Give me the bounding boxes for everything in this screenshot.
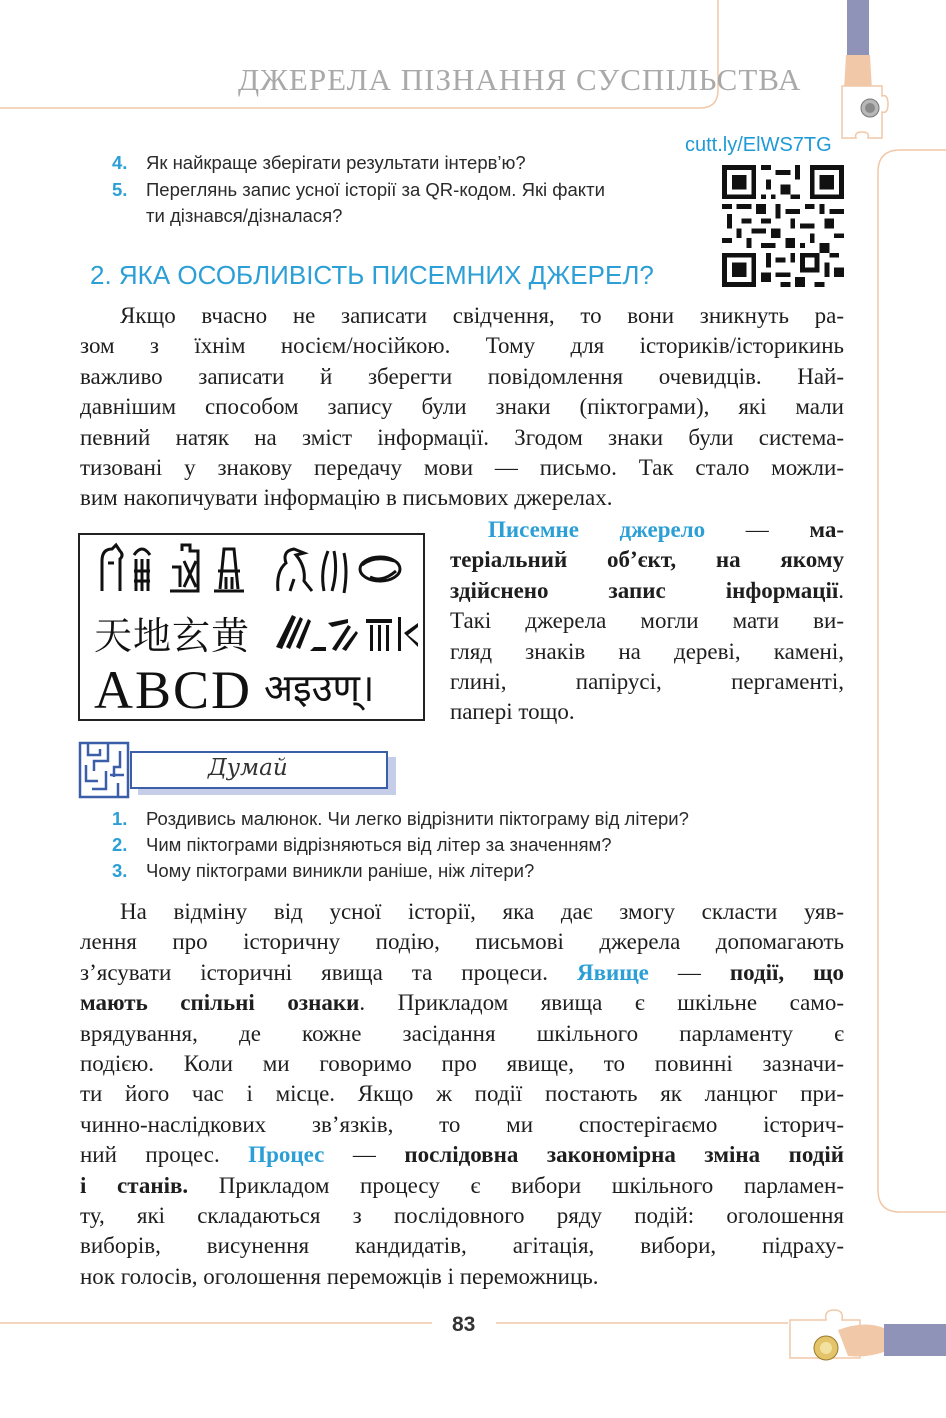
- text-line: зом з їхнім носієм/носійкою. Тому для істориків/історикинь: [80, 333, 844, 359]
- question-text-line: Переглянь запис усної історії за QR-кодом. Які факти: [146, 179, 605, 200]
- definition-block: [450, 515, 844, 728]
- text-line: чинно-наслідкових зв’язків, то ми спостерігаємо історич-: [80, 1111, 844, 1137]
- think-item: [112, 858, 689, 884]
- text-line: папері тощо.: [450, 699, 575, 725]
- text-line: Писемне джерело — ма-: [488, 517, 844, 542]
- header-title: ДЖЕРЕЛА ПІЗНАННЯ СУСПІЛЬСТВА: [238, 62, 802, 97]
- text-line: виборів, висунення кандидатів, агітація, вибори, підраху-: [80, 1233, 844, 1259]
- cuneiform-icon: [270, 609, 420, 659]
- paragraph-intro: [80, 301, 844, 514]
- text-line: і станів. Прикладом процесу є вибори шкільного парламен-: [80, 1172, 844, 1198]
- think-item-number: 2.: [112, 834, 128, 855]
- devanagari-letters: अइउण्।: [264, 666, 375, 710]
- paragraph-phenomena: [80, 897, 844, 1292]
- question-item: [112, 150, 526, 176]
- hieroglyphs-icon: [94, 541, 414, 599]
- text-line: Якщо вчасно не записати свідчення, то вони зникнуть ра-: [120, 303, 844, 328]
- qr-code-icon[interactable]: [722, 165, 844, 287]
- hand-puzzle-bottom-icon: [786, 1300, 946, 1380]
- question-number: 5.: [112, 179, 128, 200]
- maze-icon: [78, 741, 130, 799]
- think-item-text: Чим піктограми відрізняються від літер за значенням?: [146, 834, 612, 855]
- term-phenomenon: Явище: [576, 959, 649, 985]
- text-line: ти його час і місце. Якщо ж події постають як ланцюг при-: [80, 1081, 844, 1107]
- think-item-text: Чому піктограми виникли раніше, ніж літери?: [146, 860, 535, 881]
- think-questions: [112, 806, 689, 884]
- question-item: [112, 177, 605, 226]
- think-item: [112, 806, 689, 832]
- section-heading: 2. ЯКА ОСОБЛИВІСТЬ ПИСЕМНИХ ДЖЕРЕЛ?: [90, 260, 654, 290]
- text-line: здійснено запис інформації.: [450, 577, 844, 603]
- text-line: тизовані у знакову передачу мови — письмо. Так стало можли-: [80, 454, 844, 480]
- question-text-line: ти дізнався/дізналася?: [146, 205, 343, 226]
- page-number: 83: [452, 1313, 476, 1336]
- chinese-characters: 天地玄黄: [94, 614, 251, 658]
- think-item-number: 1.: [112, 808, 128, 829]
- term-process: Процес: [248, 1142, 325, 1168]
- question-text: Як найкраще зберігати результати інтерв’ю?: [146, 152, 526, 173]
- latin-letters: ABCD: [94, 660, 253, 720]
- text-line: подією. Коли ми говоримо про явище, то повинні зазначи-: [80, 1050, 844, 1076]
- text-line: глині, папірусі, пергаменті,: [450, 668, 844, 694]
- term-written-source: Писемне джерело: [488, 517, 706, 542]
- text-line: давнішим способом запису були знаки (піктограми), які мали: [80, 394, 844, 420]
- text-line: мають спільні ознаки. Прикладом явища є шкільне само-: [80, 990, 844, 1016]
- question-number: 4.: [112, 152, 128, 173]
- qr-link[interactable]: cutt.ly/ElWS7TG: [685, 134, 832, 156]
- text-line: врядування, де кожне засідання шкільного парламенту є: [80, 1020, 844, 1046]
- text-line: ний процес. Процес — послідовна закономірна зміна подій: [80, 1142, 844, 1168]
- think-item-number: 3.: [112, 860, 128, 881]
- text-line: нок голосів, оголошення переможців і переможниць.: [80, 1263, 599, 1289]
- text-line: лення про історичну подію, письмові джерела допомагають: [80, 929, 844, 955]
- text-line: На відміну від усної історії, яка дає змогу скласти уяв-: [120, 899, 844, 924]
- writing-systems-image: [78, 533, 425, 721]
- think-label: Думай: [208, 755, 288, 781]
- think-item: [112, 832, 689, 858]
- think-item-text: Роздивись малюнок. Чи легко відрізнити піктограму від літери?: [146, 808, 689, 829]
- text-line: важливо записати й зберегти повідомлення очевидців. Най-: [80, 363, 844, 389]
- text-line: вим накопичувати інформацію в письмових джерелах.: [80, 485, 613, 511]
- hand-puzzle-top-icon: [830, 0, 890, 150]
- text-line: гляд знаків на дереві, камені,: [450, 638, 844, 664]
- text-line: з’ясувати історичні явища та процеси. Явище — події, що: [80, 959, 844, 985]
- text-line: теріальний об’єкт, на якому: [450, 547, 844, 573]
- text-line: ту, які складаються з послідовного ряду подій: оголошення: [80, 1202, 844, 1228]
- text-line: певний натяк на зміст інформації. Згодом знаки були система-: [80, 424, 844, 450]
- text-line: Такі джерела могли мати ви-: [450, 608, 844, 634]
